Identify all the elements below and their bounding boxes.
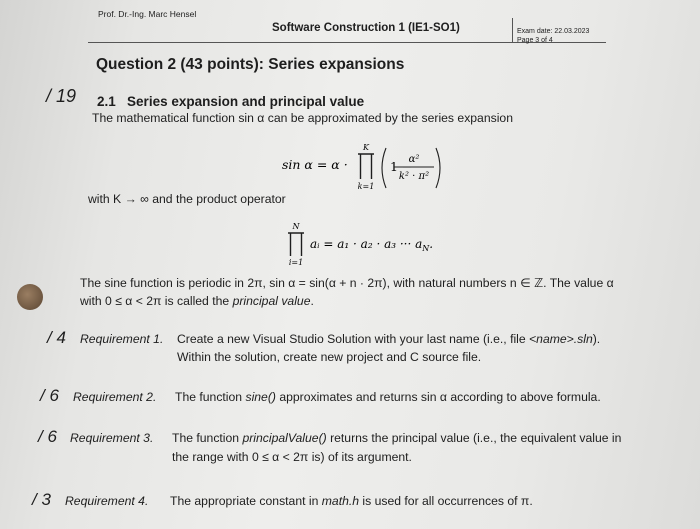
formula1-denominator: k² · π²: [398, 171, 430, 182]
req4-label-text: Requirement 4.: [65, 494, 149, 508]
section-points: / 19: [46, 86, 77, 106]
formula2-end: .: [429, 237, 434, 251]
product-symbol-2: [288, 233, 304, 256]
section-title: Series expansion and principal value: [127, 94, 365, 109]
req3-label-text: Requirement 3.: [70, 431, 154, 445]
req1-points: / 4: [47, 328, 66, 347]
req4-post: is used for all occurrences of π.: [359, 494, 533, 508]
formula-product-operator: [286, 222, 476, 272]
req2-label-text: Requirement 2.: [73, 390, 157, 404]
req2-function: sine(): [245, 390, 276, 404]
req1-label-text: Requirement 1.: [80, 332, 164, 346]
req1-line1-text: Create a new Visual Studio Solution with your last name (i.e., file: [177, 332, 530, 346]
req1-line2: Within the solution, create new project and C source file.: [177, 350, 482, 364]
req1-line1: [177, 332, 600, 346]
punch-hole: [17, 284, 43, 310]
formula1-prod-upper: K: [363, 143, 369, 152]
exam-date: Exam date: 22.03.2023: [517, 28, 590, 35]
req3-line1: [172, 431, 621, 445]
with-text: with K → ∞ and the product operator: [88, 192, 286, 206]
left-paren: [382, 148, 386, 188]
req1-line1-end: ).: [592, 332, 601, 346]
req1-label: [80, 332, 163, 346]
req2-pre: The function: [175, 390, 246, 404]
section-intro: The mathematical function sin α can be approximated by the series expansion: [92, 111, 513, 125]
section-heading: [97, 94, 364, 109]
principal-value-term: principal value: [232, 294, 311, 308]
req4-pre: The appropriate constant in: [170, 494, 322, 508]
product-symbol: [358, 154, 374, 179]
right-paren: [436, 148, 440, 188]
periodic-line-2-suffix: .: [310, 294, 314, 308]
req4-label: [65, 494, 148, 508]
formula2-prod-lower: i=1: [288, 258, 304, 267]
formula2-prod-upper: N: [292, 222, 300, 231]
header-separator: [512, 18, 513, 42]
header-course: Software Construction 1 (IE1-SO1): [272, 22, 460, 34]
section-number: 2.1: [97, 94, 116, 109]
formula1-lhs: sin α = α ·: [282, 157, 348, 172]
formula2-body-main: aᵢ = a₁ · a₂ · a₃ ··· a: [310, 237, 423, 251]
req3-pre: The function: [172, 431, 243, 445]
req3-function: principalValue(): [242, 431, 327, 445]
req4-header: math.h: [321, 494, 360, 508]
header-author: Prof. Dr.-Ing. Marc Hensel: [98, 9, 197, 19]
req4-points: / 3: [32, 490, 51, 509]
periodic-line-1: The sine function is periodic in 2π, sin α = sin(α + n · 2π), with natural numbers n ∈ ℤ. The value α: [80, 276, 614, 290]
formula2-sub-n: N: [422, 244, 430, 253]
req2-points: / 6: [40, 386, 59, 405]
formula1-one-minus: 1 −: [390, 159, 413, 174]
page-number: Page 3 of 4: [517, 37, 553, 44]
req3-post: returns the principal value (i.e., the equivalent value in: [326, 431, 622, 445]
req3-points: / 6: [38, 427, 57, 446]
req4-text: [170, 494, 533, 508]
periodic-line-2: [80, 294, 314, 308]
periodic-line-2-prefix: with 0 ≤ α < 2π is called the: [80, 294, 233, 308]
formula1-numerator: α²: [408, 154, 420, 165]
formula1-prod-lower: k=1: [357, 182, 375, 190]
req2-text: [175, 390, 601, 404]
formula-sine-series-svg: [282, 142, 482, 190]
formula-sine-series: [282, 142, 482, 194]
formula-product-operator-svg: [286, 222, 476, 268]
formula2-body: [310, 237, 433, 253]
req2-post: approximates and returns sin α according to above formula.: [275, 390, 601, 404]
header-exam-info: [517, 27, 589, 45]
req1-filename: <name>.sln: [529, 332, 593, 346]
req3-label: [70, 431, 153, 445]
req3-line2: the range with 0 ≤ α < 2π is) of its argument.: [172, 450, 412, 464]
question-title: Question 2 (43 points): Series expansions: [96, 56, 405, 73]
req2-label: [73, 390, 156, 404]
